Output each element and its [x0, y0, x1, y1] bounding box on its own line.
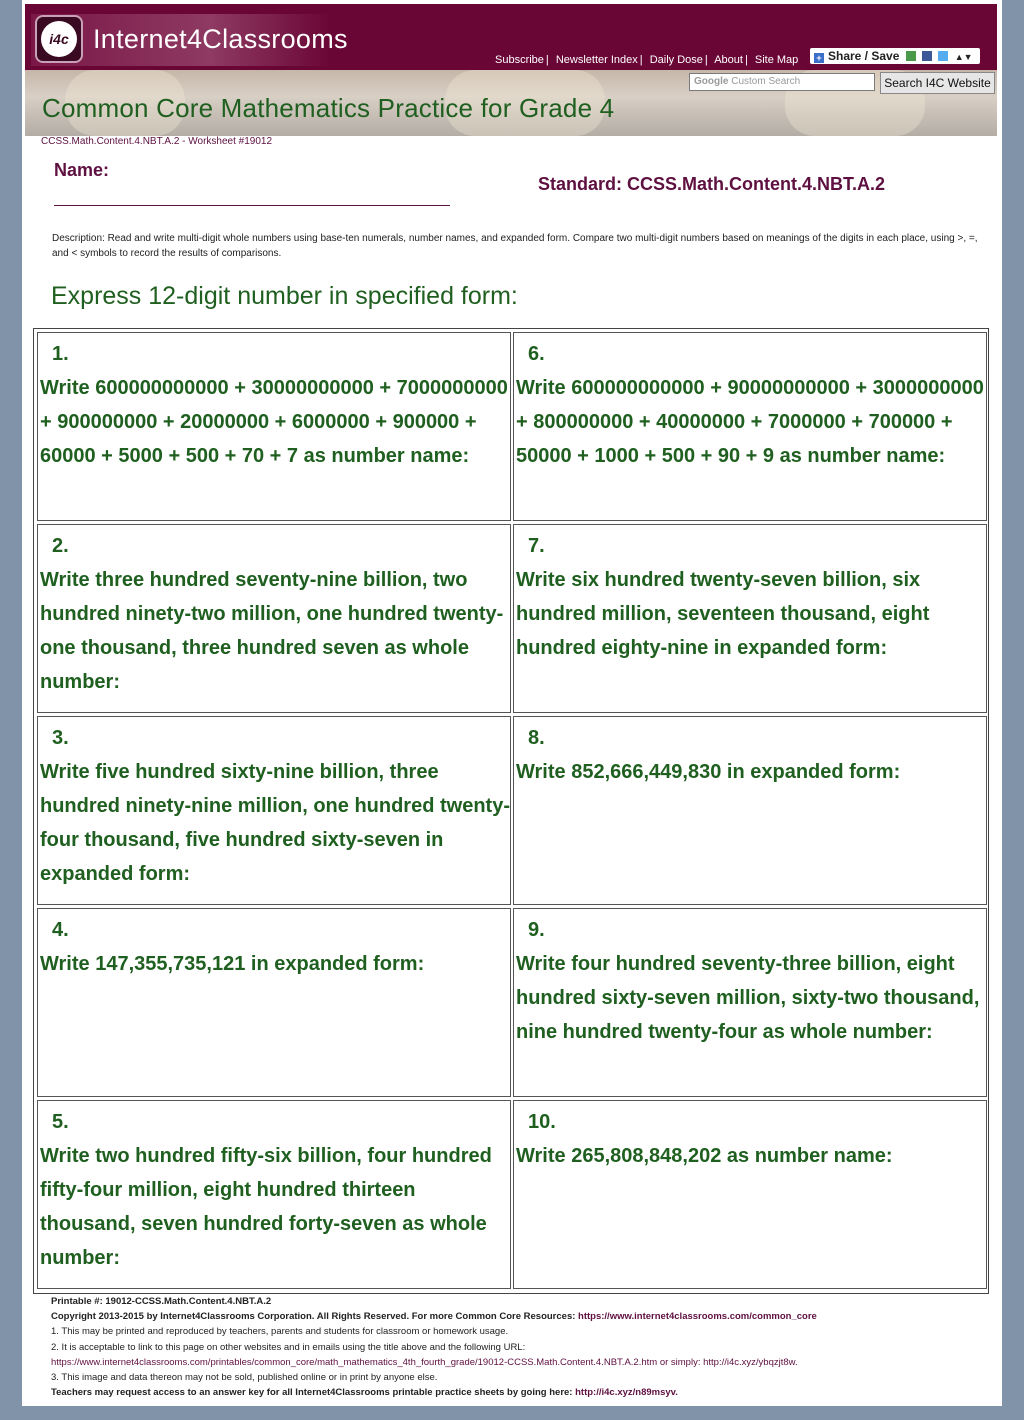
question-text: Write four hundred seventy-three billion, eight hundred sixty-seven million, sixty-two thousand, nine hundred twenty-four as whole number: — [516, 953, 980, 1043]
question-cell-1 — [37, 332, 511, 521]
question-text: Write three hundred seventy-nine billion, two hundred ninety-two million, one hundred twenty-one thousand, three hundred seven as whole number: — [40, 569, 504, 693]
description: Description: Read and write multi-digit whole numbers using base-ten numerals, number names, and expanded form. Compare two multi-digit numbers based on meanings of the digits in each place, using >, =, and < symbols to record the results of comparisons. — [52, 233, 978, 259]
instruction: Express 12-digit number in specified form: — [51, 282, 518, 310]
answer-key-link[interactable]: http://i4c.xyz/n89msyv. — [575, 1387, 678, 1399]
search-placeholder: Custom Search — [731, 76, 801, 87]
short-url-link[interactable]: http://i4c.xyz/ybqzjt8w. — [703, 1356, 798, 1368]
copyright-text: Copyright 2013-2015 by Internet4Classrooms Corporation. All Rights Reserved. For more Common Core Resources: — [51, 1311, 579, 1323]
top-nav: Subscribe | Newsletter Index | Daily Dose | About | Site Map — [495, 54, 799, 66]
standard-label: Standard: CCSS.Math.Content.4.NBT.A.2 — [538, 174, 886, 194]
logo-badge-text: i4c — [41, 21, 77, 57]
question-cell-10 — [513, 1100, 987, 1289]
question-cell-5 — [37, 1100, 511, 1289]
question-text: Write five hundred sixty-nine billion, three hundred ninety-nine million, one hundred twenty-four thousand, five hundred sixty-seven in expanded form: — [40, 761, 510, 885]
logo-text: Internet4Classrooms — [93, 24, 348, 54]
share-label: Share / Save — [828, 49, 900, 63]
facebook-icon — [922, 51, 932, 61]
question-cell-9 — [513, 908, 987, 1097]
i4c-badge-icon — [35, 15, 83, 63]
name-label: Name: — [54, 160, 110, 180]
nav-newsletter-index[interactable]: Newsletter Index — [555, 54, 638, 66]
footer-url-line — [51, 1355, 996, 1370]
question-text: Write two hundred fifty-six billion, four hundred fifty-four million, eight hundred thirteen thousand, seven hundred forty-seven as whole number: — [40, 1145, 492, 1269]
worksheet-page — [22, 0, 1002, 1406]
question-text: Write 147,355,735,121 in expanded form: — [40, 953, 425, 975]
answer-key-text: Teachers may request access to an answer key for all Internet4Classrooms printable practice sheets by going here: — [51, 1387, 576, 1399]
question-cell-7 — [513, 524, 987, 713]
question-number: 10. — [528, 1111, 556, 1133]
footer-note-3: 3. This image and data thereon may not be sold, published online or in print by anyone else. — [51, 1372, 438, 1384]
question-cell-2 — [37, 524, 511, 713]
questions-grid — [33, 328, 989, 1294]
printable-number: Printable #: 19012-CCSS.Math.Content.4.NBT.A.2 — [51, 1296, 272, 1307]
search-button[interactable]: Search I4C Website — [880, 72, 995, 94]
question-cell-8 — [513, 716, 987, 905]
nav-site-map[interactable]: Site Map — [754, 54, 799, 66]
footer — [51, 1294, 996, 1400]
footer-note-2: 2. It is acceptable to link to this page on other websites and in emails using the title above and the following URL: — [51, 1341, 526, 1353]
question-number: 8. — [528, 727, 545, 749]
question-number: 5. — [52, 1111, 69, 1133]
footer-note-1: 1. This may be printed and reproduced by teachers, parents and students for classroom or homework usage. — [51, 1326, 509, 1338]
question-number: 7. — [528, 535, 545, 557]
name-line — [54, 205, 450, 206]
question-text: Write 600000000000 + 30000000000 + 7000000000 + 900000000 + 20000000 + 6000000 + 900000 + 60000 + 5000 + 500 + 70 + 7 as number name: — [40, 377, 508, 467]
plus-icon: + — [814, 53, 824, 63]
worksheet-url-link[interactable]: https://www.internet4classrooms.com/printables/common_core/math_mathematics_4th_fourth_grade/19012-CCSS.Math.Content.4.NBT.A.2.htm or simply: — [51, 1356, 704, 1368]
question-text: Write 852,666,449,830 in expanded form: — [516, 761, 901, 783]
twitter-icon — [938, 51, 948, 61]
copyright — [51, 1309, 996, 1324]
worksheet-reference: CCSS.Math.Content.4.NBT.A.2 - Worksheet #19012 — [41, 136, 273, 147]
site-logo[interactable] — [31, 14, 348, 66]
share-dropdown-icon: ▲▼ — [954, 52, 973, 62]
question-number: 1. — [52, 343, 69, 365]
email-share-icon — [906, 51, 916, 61]
question-text: Write 600000000000 + 90000000000 + 3000000000 + 800000000 + 40000000 + 7000000 + 700000 + 50000 + 1000 + 500 + 90 + 9 as number name: — [516, 377, 984, 467]
question-number: 6. — [528, 343, 545, 365]
nav-daily-dose[interactable]: Daily Dose — [649, 54, 703, 66]
question-cell-4 — [37, 908, 511, 1097]
question-cell-3 — [37, 716, 511, 905]
search-input[interactable] — [689, 73, 875, 91]
question-number: 2. — [52, 535, 69, 557]
question-cell-6 — [513, 332, 987, 521]
answer-key-note — [51, 1385, 996, 1400]
question-text: Write six hundred twenty-seven billion, six hundred million, seventeen thousand, eight hundred eighty-nine in expanded form: — [516, 569, 930, 659]
google-logo: Google — [694, 76, 729, 87]
page-title: Common Core Mathematics Practice for Grade 4 — [42, 93, 615, 123]
site-header — [25, 4, 997, 70]
nav-about[interactable]: About — [714, 54, 743, 66]
question-number: 4. — [52, 919, 69, 941]
common-core-link[interactable]: https://www.internet4classrooms.com/common_core — [578, 1311, 817, 1323]
question-text: Write 265,808,848,202 as number name: — [516, 1145, 893, 1167]
question-number: 9. — [528, 919, 545, 941]
nav-subscribe[interactable]: Subscribe — [495, 54, 544, 66]
question-number: 3. — [52, 727, 69, 749]
share-save-button[interactable] — [810, 48, 980, 64]
